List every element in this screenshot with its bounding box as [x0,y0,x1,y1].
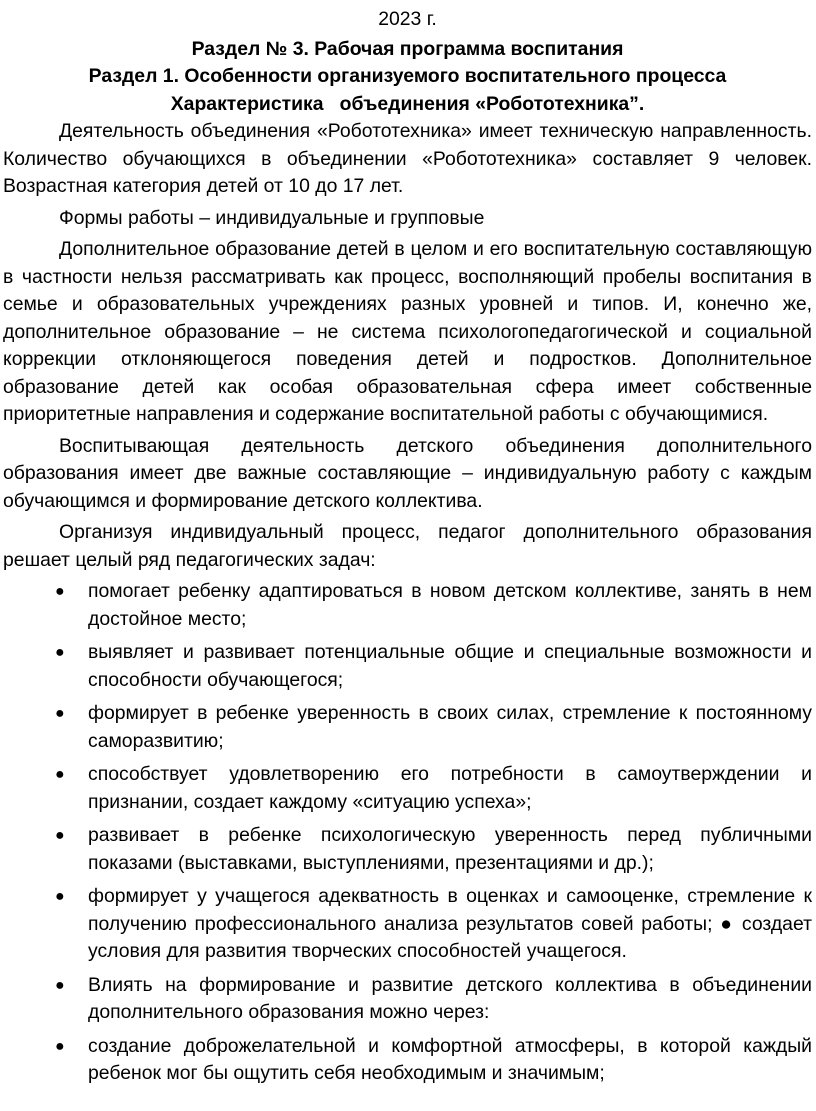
bullet-icon: ● [55,705,65,722]
list-item-text: развивает в ребенке психологическую уверенность перед публичными показами (выставками, выступлениями, презентациями и др.); [88,824,812,874]
list-item-text: помогает ребенку адаптироваться в новом детском коллективе, занять в нем достойное место; [88,580,812,630]
paragraph-additional-education: Дополнительное образование детей в целом и его воспитательную составляющую в частности нельзя рассматривать как процесс, восполняющий пробелы воспитания в семье и образовательных учреждениях разных уровней и типов. И, конечно же, дополнительное образование – не система психологопедагогической и социальной коррекции отклоняющегося поведения детей и подростков. Дополнительное образование детей как особая образовательная сфера имеет собственные приоритетные направления и содержание воспитательной работы с обучающимися. [3,238,812,425]
tasks-list [3,578,812,1088]
bullet-icon: ● [55,888,65,905]
characteristic-title: Характеристика объединения «Робототехника”. [170,92,645,115]
bullet-icon: ● [55,827,65,844]
bullet-icon: ● [55,583,65,600]
paragraph-educational-activity: Воспитывающая деятельность детского объединения дополнительного образования имеет две важные составляющие – индивидуальную работу с каждым обучающимся и формирование детского коллектива. [3,434,812,512]
list-item [3,700,812,755]
list-item [3,972,812,1027]
list-item-text: Влиять на формирование и развитие детского коллектива в объединении дополнительного образования можно через: [88,973,812,1023]
bullet-icon: ● [55,766,65,783]
list-item [3,639,812,694]
list-item-text: способствует удовлетворению его потребности в самоутверждении и признании, создает каждому «ситуацию успеха»; [88,763,812,813]
document-year: 2023 г. [378,8,437,30]
paragraph-individual-process: Организуя индивидуальный процесс, педагог дополнительного образования решает целый ряд педагогических задач: [3,521,812,571]
bullet-icon: ● [55,644,65,661]
list-item [3,1033,812,1088]
list-item [3,822,812,877]
list-item [3,883,812,966]
subsection-title: Раздел 1. Особенности организуемого воспитательного процесса [88,65,727,87]
list-item [3,761,812,816]
list-item-text: выявляет и развивает потенциальные общие и специальные возможности и способности обучающегося; [88,641,812,691]
paragraph-activity: Деятельность объединения «Робототехника» имеет техническую направленность. Количество обучающихся в объединении «Робототехника» составляет 9 человек. Возрастная категория детей от 10 до 17 лет. [3,120,812,197]
list-item-text: формирует у учащегося адекватность в оценках и самооценке, стремление к получению профессионального анализа результатов совей работы; ● создает условия для развития творческих способностей учащегося. [88,885,812,962]
list-item-text: формирует в ребенке уверенность в своих силах, стремление к постоянному саморазвитию; [88,702,812,752]
paragraph-forms: Формы работы – индивидуальные и групповые [59,206,485,229]
list-item [3,578,812,633]
bullet-icon: ● [55,976,65,994]
bullet-icon: ● [55,1037,65,1055]
section-title: Раздел № 3. Рабочая программа воспитания [191,37,624,60]
list-item-text: создание доброжелательной и комфортной атмосферы, в которой каждый ребенок мог бы ощутить себя необходимым и значимым; [88,1034,812,1084]
